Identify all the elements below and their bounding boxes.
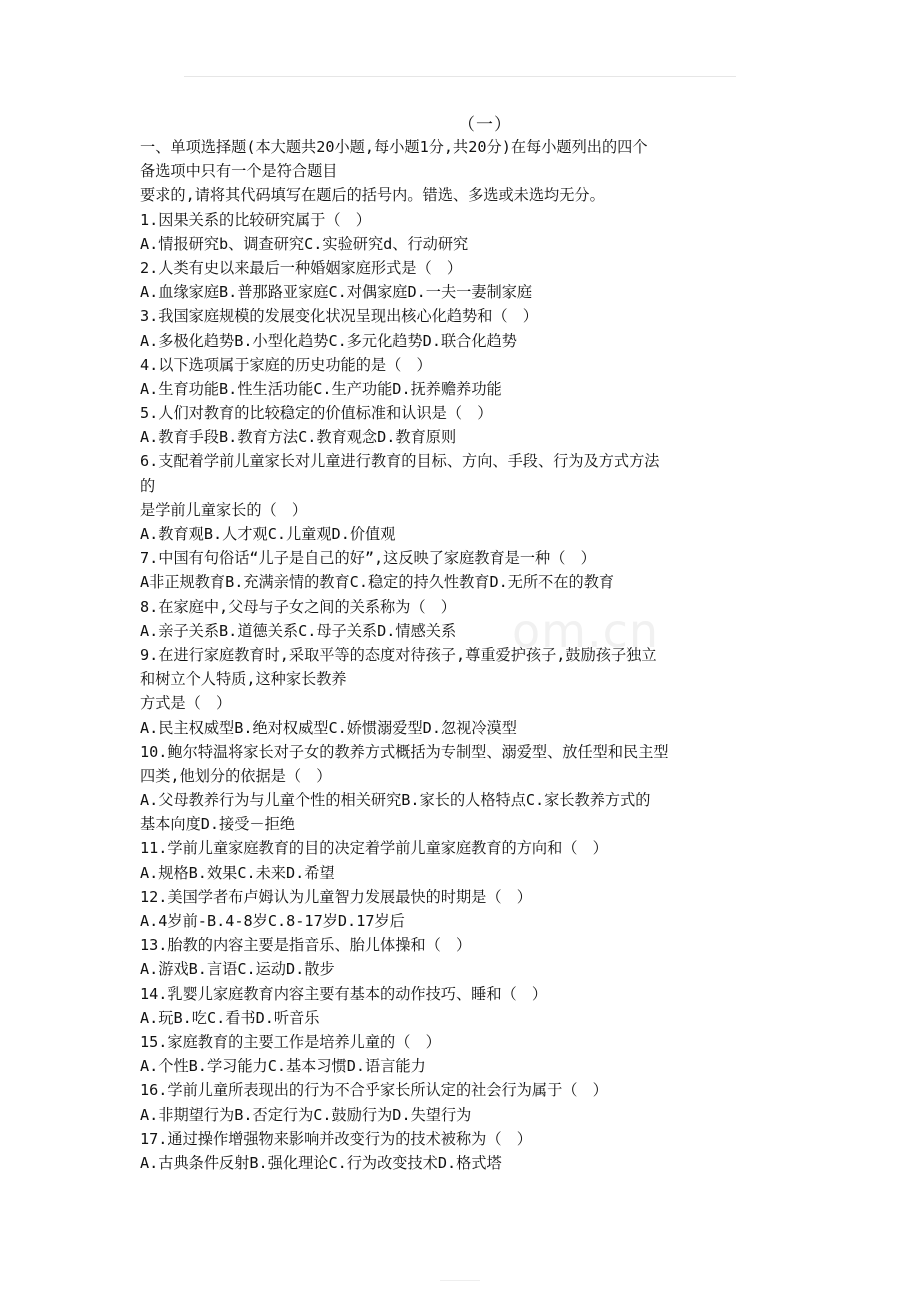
text-line: 备选项中只有一个是符合题目 — [140, 162, 338, 181]
text-line: 7.中国有句俗话“儿子是自己的好”,这反映了家庭教育是一种（ ） — [140, 549, 596, 568]
text-line: A.血缘家庭B.普那路亚家庭C.对偶家庭D.一夫一妻制家庭 — [140, 283, 533, 302]
text-line: 和树立个人特质,这种家长教养 — [140, 670, 347, 689]
text-line: A.游戏B.言语C.运动D.散步 — [140, 960, 335, 979]
text-line: A.生育功能B.性生活功能C.生产功能D.抚养赡养功能 — [140, 379, 502, 398]
text-line: A.玩B.吃C.看书D.听音乐 — [140, 1008, 320, 1027]
text-line: 11.学前儿童家庭教育的目的决定着学前儿童家庭教育的方向和（ ） — [140, 839, 608, 858]
text-line: 3.我国家庭规模的发展变化状况呈现出核心化趋势和（ ） — [140, 307, 538, 326]
text-line: A.教育手段B.教育方法C.教育观念D.教育原则 — [140, 428, 457, 447]
text-line: 1.因果关系的比较研究属于（ ） — [140, 210, 371, 229]
text-line: A.教育观B.人才观C.儿童观D.价值观 — [140, 525, 396, 543]
text-line: A.4岁前-B.4-8岁C.8-17岁D.17岁后 — [140, 912, 405, 930]
text-line: A.情报研究b、调查研究C.实验研究d、行动研究 — [140, 234, 469, 253]
watermark-text: om.cn — [512, 604, 660, 658]
text-line: A.多极化趋势B.小型化趋势C.多元化趋势D.联合化趋势 — [140, 331, 517, 350]
text-line: A.亲子关系B.道德关系C.母子关系D.情感关系 — [140, 621, 457, 640]
text-line: A.非期望行为B.否定行为C.鼓励行为D.失望行为 — [140, 1105, 472, 1124]
text-line: 6.支配着学前儿童家长对儿童进行教育的目标、方向、手段、行为及方式方法 — [140, 452, 660, 471]
text-line: 2.人类有史以来最后一种婚姻家庭形式是（ ） — [140, 258, 463, 277]
document-title: （一） — [458, 115, 512, 135]
text-line: A.个性B.学习能力C.基本习惯D.语言能力 — [140, 1057, 426, 1076]
text-line: 14.乳婴儿家庭教育内容主要有基本的动作技巧、睡和（ ） — [140, 984, 548, 1003]
text-line: 的 — [140, 476, 156, 495]
text-line: A非正规教育B.充满亲情的教育C.稳定的持久性教育D.无所不在的教育 — [140, 573, 615, 592]
text-line: 8.在家庭中,父母与子女之间的关系称为（ ） — [140, 597, 456, 616]
text-line: 四类,他划分的依据是（ ） — [140, 766, 332, 785]
text-line: 10.鲍尔特温将家长对子女的教养方式概括为专制型、溺爱型、放任型和民主型 — [140, 742, 669, 761]
text-line: 要求的,请将其代码填写在题后的括号内。错选、多选或未选均无分。 — [140, 186, 605, 205]
document-body — [140, 135, 790, 1175]
text-line: A.民主权威型B.绝对权威型C.娇惯溺爱型D.忽视冷漠型 — [140, 718, 517, 737]
text-line: 9.在进行家庭教育时,采取平等的态度对待孩子,尊重爱护孩子,鼓励孩子独立 — [140, 645, 657, 664]
text-line: A.古典条件反射B.强化理论C.行为改变技术D.格式塔 — [140, 1153, 502, 1172]
text-line: 基本向度D.接受－拒绝 — [140, 815, 295, 834]
text-line: 15.家庭教育的主要工作是培养儿童的（ ） — [140, 1032, 441, 1051]
footer-rule — [440, 1280, 480, 1281]
text-line: 5.人们对教育的比较稳定的价值标准和认识是（ ） — [140, 404, 493, 423]
text-line: A.规格B.效果C.未来D.希望 — [140, 863, 335, 882]
text-line: 16.学前儿童所表现出的行为不合乎家长所认定的社会行为属于（ ） — [140, 1081, 608, 1100]
text-line: 12.美国学者布卢姆认为儿童智力发展最快的时期是（ ） — [140, 887, 532, 906]
text-line: 4.以下选项属于家庭的历史功能的是（ ） — [140, 355, 432, 374]
text-line: 一、单项选择题(本大题共20小题,每小题1分,共20分)在每小题列出的四个 — [140, 138, 648, 156]
header-rule — [184, 76, 736, 77]
text-line: A.父母教养行为与儿童个性的相关研究B.家长的人格特点C.家长教养方式的 — [140, 791, 651, 810]
text-line: 是学前儿童家长的（ ） — [140, 500, 308, 519]
text-line: 17.通过操作增强物来影响并改变行为的技术被称为（ ） — [140, 1129, 532, 1148]
text-line: 13.胎教的内容主要是指音乐、胎儿体操和（ ） — [140, 936, 472, 955]
text-line: 方式是（ ） — [140, 694, 232, 713]
